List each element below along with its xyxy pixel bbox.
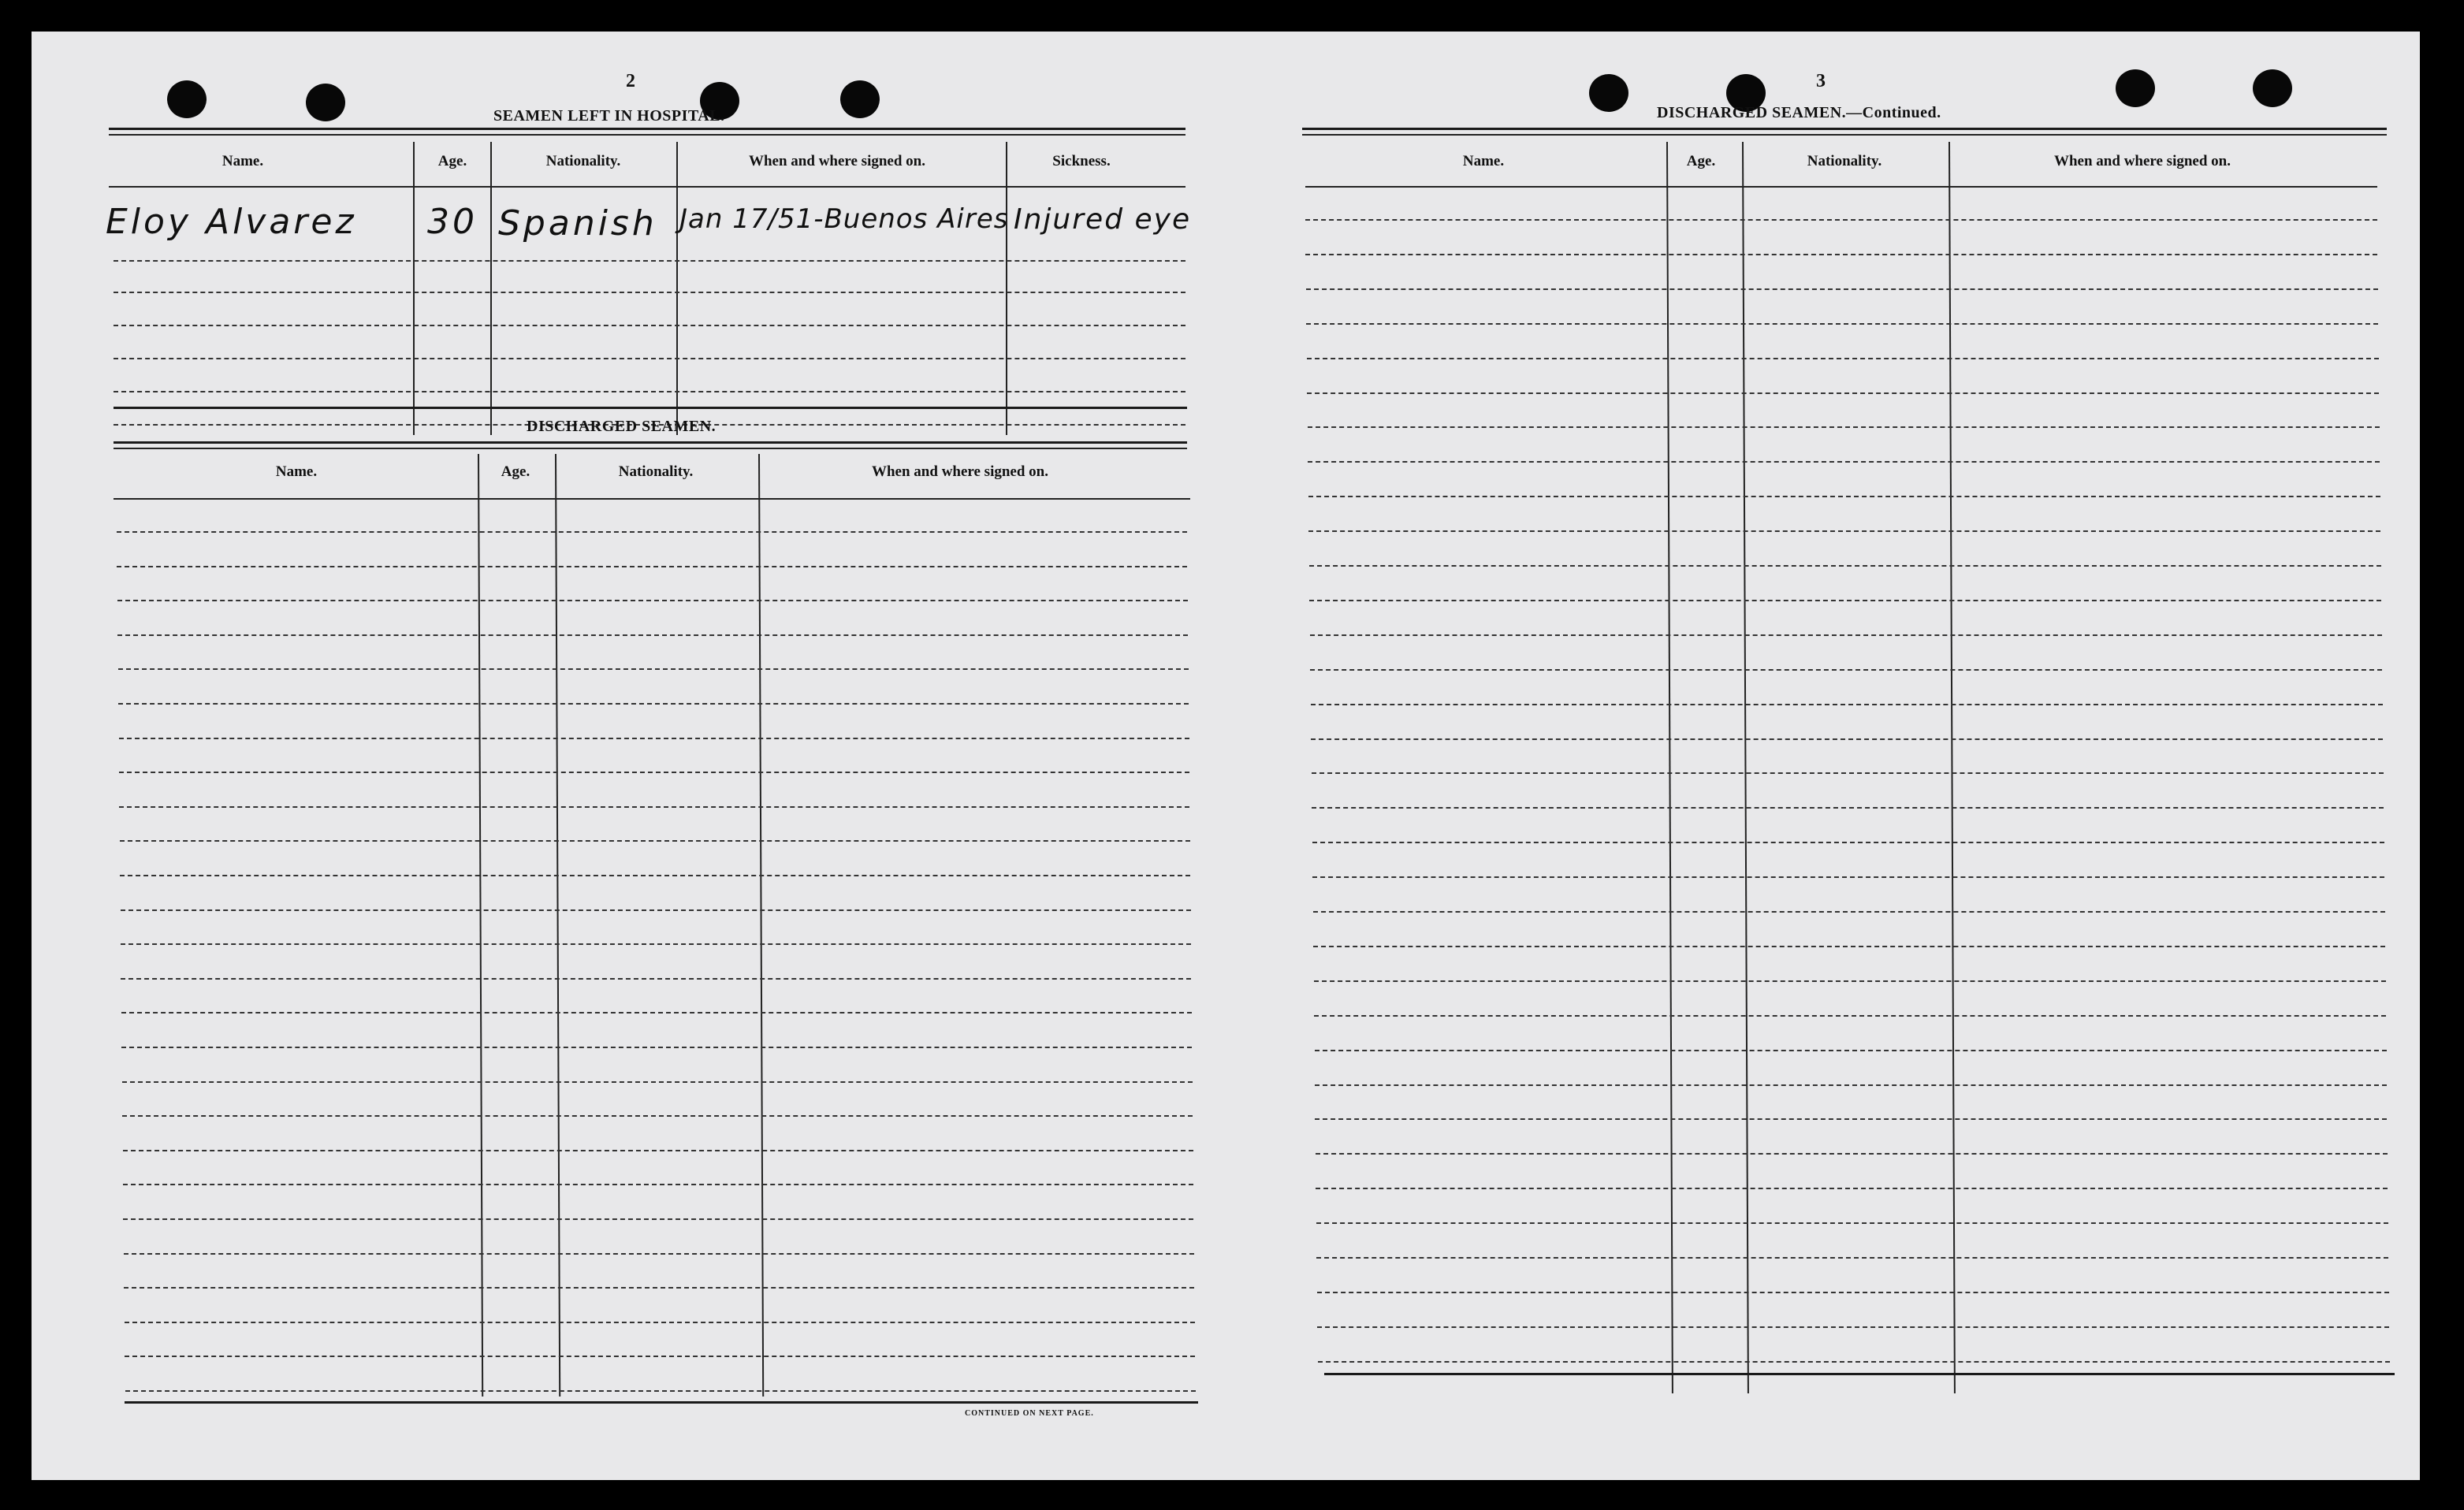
column-header-name: Name. xyxy=(1462,153,1505,169)
entry-line xyxy=(1310,634,2382,636)
entry-line xyxy=(1306,323,2378,325)
column-header-nationality: Nationality. xyxy=(1807,153,1882,169)
entry-line xyxy=(1315,1084,2387,1086)
entry-line xyxy=(1311,704,2383,705)
entry-line xyxy=(114,260,1185,262)
header-rule xyxy=(109,134,1185,136)
entry-line xyxy=(1312,842,2384,843)
entry-line xyxy=(117,634,1188,636)
entry-line xyxy=(125,1390,1196,1392)
entry-line xyxy=(114,358,1185,359)
entry-age: 30 xyxy=(427,202,478,242)
entry-line xyxy=(1316,1153,2388,1155)
entry-line xyxy=(1308,426,2380,428)
continued-note: CONTINUED ON NEXT PAGE. xyxy=(965,1409,1094,1418)
entry-line xyxy=(114,325,1185,326)
section-rule xyxy=(114,441,1187,444)
entry-line xyxy=(1309,565,2381,567)
column-header-signed-on: When and where signed on. xyxy=(871,463,1049,480)
entry-line xyxy=(121,909,1191,911)
column-header-name: Name. xyxy=(221,153,264,169)
column-header-age: Age. xyxy=(501,463,530,480)
section-rule xyxy=(114,407,1187,409)
entry-line xyxy=(121,978,1191,980)
column-header-name: Name. xyxy=(275,463,318,480)
entry-line xyxy=(114,391,1185,392)
entry-line xyxy=(125,1356,1195,1357)
entry-line xyxy=(1315,1118,2387,1120)
header-bottom-rule xyxy=(1305,186,2377,188)
column-header-signed-on: When and where signed on. xyxy=(2053,153,2231,169)
entry-line xyxy=(1316,1257,2388,1259)
entry-line xyxy=(114,292,1185,293)
column-header-nationality: Nationality. xyxy=(545,153,621,169)
entry-line xyxy=(121,1047,1192,1048)
section-title-discharged: DISCHARGED SEAMEN. xyxy=(527,418,716,435)
header-bottom-rule xyxy=(114,498,1190,500)
entry-line xyxy=(122,1081,1193,1083)
punch-hole-icon xyxy=(167,80,207,118)
column-header-sickness: Sickness. xyxy=(1052,153,1111,169)
entry-line xyxy=(1311,738,2383,740)
entry-line xyxy=(1307,392,2379,394)
header-rule xyxy=(109,128,1185,130)
section-title-discharged-continued: DISCHARGED SEAMEN.—Continued. xyxy=(1657,104,1941,121)
column-divider xyxy=(1666,142,1673,1393)
entry-line xyxy=(124,1253,1194,1255)
column-header-signed-on: When and where signed on. xyxy=(748,153,926,169)
entry-line xyxy=(1315,1050,2387,1051)
column-header-nationality: Nationality. xyxy=(618,463,694,480)
entry-line xyxy=(123,1150,1193,1151)
column-divider xyxy=(758,454,764,1397)
entry-line xyxy=(1312,772,2384,774)
entry-line xyxy=(1305,219,2377,221)
entry-nationality: Spanish xyxy=(498,203,657,244)
entry-line xyxy=(1313,946,2385,947)
entry-line xyxy=(120,840,1190,842)
column-divider xyxy=(1948,142,1956,1393)
entry-line xyxy=(124,1287,1194,1289)
entry-line xyxy=(125,1322,1195,1323)
punch-hole-icon xyxy=(840,80,880,118)
entry-line xyxy=(1316,1222,2388,1224)
entry-line xyxy=(117,566,1187,567)
entry-line xyxy=(118,703,1189,705)
page-number: 3 xyxy=(1816,71,1826,91)
entry-line xyxy=(1317,1326,2389,1328)
entry-line xyxy=(1305,254,2377,255)
ledger-sheet xyxy=(32,32,2420,1480)
entry-line xyxy=(1313,911,2385,913)
column-divider xyxy=(478,454,483,1397)
header-rule xyxy=(1302,128,2387,130)
section-title-hospital: SEAMEN LEFT IN HOSPITAL. xyxy=(493,107,725,125)
entry-line xyxy=(122,1115,1193,1117)
punch-hole-icon xyxy=(2253,69,2292,107)
section-rule xyxy=(114,448,1187,449)
entry-sickness: Injured eye xyxy=(1014,203,1192,236)
entry-line xyxy=(1310,669,2382,671)
punch-hole-icon xyxy=(2116,69,2155,107)
entry-line xyxy=(1306,288,2378,290)
entry-line xyxy=(1308,496,2380,497)
entry-line xyxy=(119,806,1189,808)
entry-line xyxy=(119,738,1189,739)
entry-line xyxy=(123,1184,1193,1185)
entry-line xyxy=(1308,461,2380,463)
entry-line xyxy=(1314,980,2386,982)
column-divider xyxy=(555,454,560,1397)
column-header-age: Age. xyxy=(1686,153,1716,169)
bottom-rule xyxy=(125,1401,1198,1404)
entry-line xyxy=(120,875,1190,876)
entry-line xyxy=(1309,600,2381,601)
entry-line xyxy=(1312,876,2384,878)
entry-line xyxy=(123,1218,1193,1220)
punch-hole-icon xyxy=(1589,74,1628,112)
entry-line xyxy=(1318,1361,2390,1363)
entry-line xyxy=(1316,1188,2388,1189)
column-header-age: Age. xyxy=(437,153,467,169)
header-rule xyxy=(1302,134,2387,136)
entry-line xyxy=(1314,1015,2386,1017)
entry-line xyxy=(117,600,1188,601)
punch-hole-icon xyxy=(306,84,345,121)
entry-line xyxy=(1308,530,2380,532)
entry-line xyxy=(1317,1292,2389,1293)
entry-line xyxy=(121,943,1191,945)
entry-line xyxy=(117,531,1187,533)
entry-line xyxy=(1307,358,2379,359)
header-bottom-rule xyxy=(109,186,1185,188)
entry-signed-on: Jan 17/51-Buenos Aires xyxy=(679,203,1009,235)
bottom-rule xyxy=(1324,1373,2395,1375)
entry-name: Eloy Alvarez xyxy=(106,202,357,242)
entry-line xyxy=(121,1012,1192,1013)
entry-line xyxy=(118,668,1189,670)
entry-line xyxy=(1312,807,2384,809)
page-number: 2 xyxy=(626,71,635,91)
column-divider xyxy=(1742,142,1749,1393)
entry-line xyxy=(119,772,1189,773)
